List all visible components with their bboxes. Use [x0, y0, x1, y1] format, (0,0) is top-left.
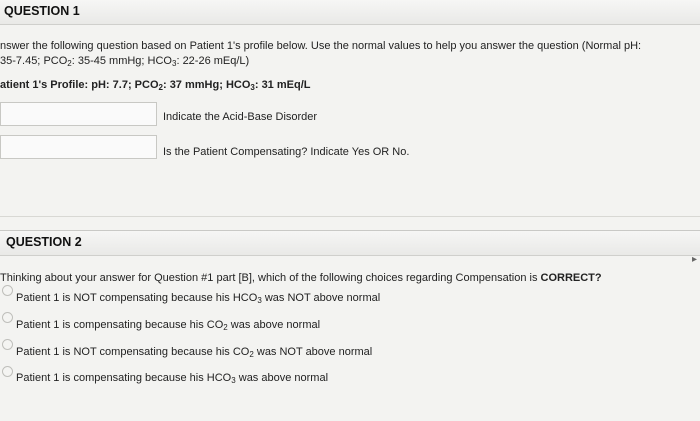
option-4-radio[interactable]: [2, 366, 13, 377]
option-4-label[interactable]: Patient 1 is compensating because his $HCO_3$ was above normal: [16, 372, 329, 385]
answer-input-compensating[interactable]: [0, 135, 157, 159]
question-2-header: [0, 230, 700, 256]
option-2-radio[interactable]: [2, 312, 13, 323]
arrow-icon: ▸: [692, 254, 698, 265]
question-2-prompt: Thinking about your answer for Question #1 part [B], which of the following choices regarding Compensation is CORRECT?: [0, 272, 602, 284]
question-1-header: [0, 0, 700, 25]
question-1-title: QUESTION 1: [4, 4, 80, 18]
option-3-radio[interactable]: [2, 339, 13, 350]
blank-b-label: Is the Patient Compensating? Indicate Yes OR No.: [163, 146, 410, 158]
option-1-radio[interactable]: [2, 285, 13, 296]
section-divider: [0, 216, 700, 217]
answer-input-acid-base-disorder[interactable]: [0, 102, 157, 126]
blank-a-label: Indicate the Acid-Base Disorder: [163, 111, 318, 123]
option-1-label[interactable]: Patient 1 is NOT compensating because his $HCO_3$ was NOT above normal: [16, 292, 381, 305]
normal-values-line: 35-7.45; $PCO_2$: 35-45 mmHg; $HCO_3$: 22-26 mEq/L): [0, 55, 250, 68]
patient-profile: atient 1's Profile: pH: 7.7; $PCO_2$: 37 mmHg; $HCO_3$: 31 mEq/L: [0, 79, 311, 92]
question-2-title: QUESTION 2: [6, 235, 82, 249]
option-2-label[interactable]: Patient 1 is compensating because his $CO_2$ was above normal: [16, 319, 321, 332]
question-1-instructions: nswer the following question based on Patient 1's profile below. Use the normal values to help you answer the question (Normal pH:: [0, 40, 642, 52]
option-3-label[interactable]: Patient 1 is NOT compensating because his $CO_2$ was NOT above normal: [16, 346, 373, 359]
